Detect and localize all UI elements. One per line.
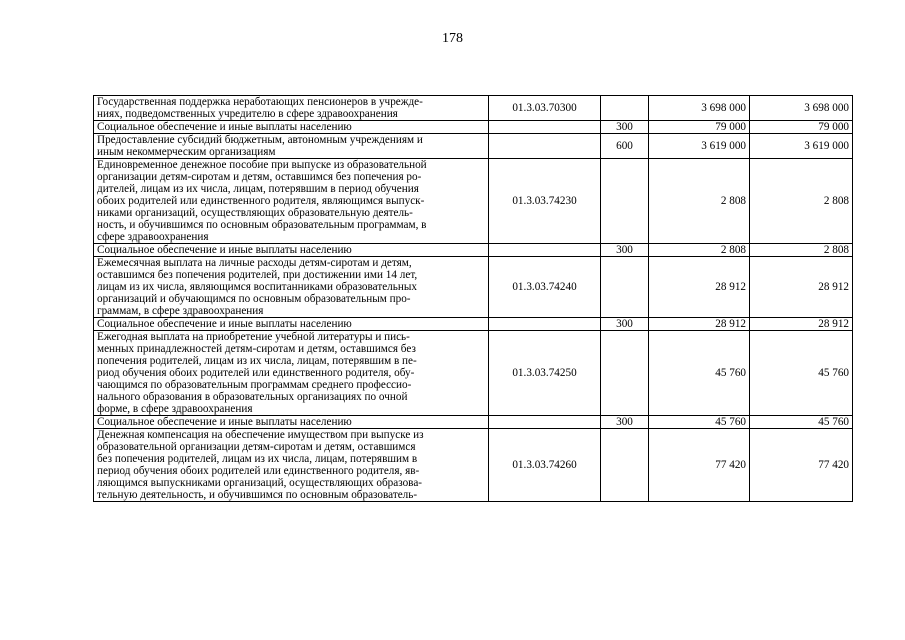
description-cell (94, 257, 489, 318)
description-cell (94, 121, 489, 134)
expense-type-cell: 300 (601, 318, 649, 331)
table-row-item (94, 159, 853, 244)
description-line: период обучения обоих родителей или единственного родителя, яв- (97, 465, 420, 477)
description-cell (94, 318, 489, 331)
description-line: никами организаций, осуществляющих образовательную деятель- (97, 207, 413, 219)
description-line: чающимся по образовательным программам среднего профессио- (97, 379, 412, 391)
description-cell (94, 429, 489, 502)
amount-cell-1: 3 698 000 (649, 96, 750, 121)
description-line: тельную деятельность, и обучившимся по основным образователь- (97, 489, 418, 501)
description-cell (94, 331, 489, 416)
code-cell (489, 244, 601, 257)
description-line: образовательной организации детям-сиротам и детям, оставшимся (97, 441, 416, 453)
description-line: риод обучения обоих родителей или единственного родителя, обу- (97, 367, 415, 379)
code-cell: 01.3.03.74250 (489, 331, 601, 416)
page-number: 178 (442, 31, 463, 46)
table-row-item (94, 429, 853, 502)
table-row-subitem (94, 416, 853, 429)
description-line: Социальное обеспечение и иные выплаты населению (97, 244, 352, 256)
description-cell (94, 134, 489, 159)
amount-cell-1: 28 912 (649, 257, 750, 318)
amount-cell-2: 3 698 000 (750, 96, 853, 121)
code-cell: 01.3.03.74230 (489, 159, 601, 244)
amount-cell-2: 28 912 (750, 257, 853, 318)
table-row-item (94, 257, 853, 318)
amount-cell-2: 45 760 (750, 416, 853, 429)
amount-cell-1: 45 760 (649, 331, 750, 416)
table-row-item (94, 331, 853, 416)
amount-cell-2: 3 619 000 (750, 134, 853, 159)
amount-cell-2: 2 808 (750, 159, 853, 244)
table-row-subitem (94, 134, 853, 159)
table-row-item (94, 96, 853, 121)
amount-cell-1: 77 420 (649, 429, 750, 502)
description-line: менных принадлежностей детям-сиротам и детям, оставшимся без (97, 343, 416, 355)
amount-cell-1: 2 808 (649, 159, 750, 244)
description-line: Предоставление субсидий бюджетным, автономным учреждениям и (97, 134, 423, 146)
budget-table (93, 95, 853, 502)
amount-cell-1: 79 000 (649, 121, 750, 134)
description-line: лицам из их числа, являющимся воспитанниками образовательных (97, 281, 417, 293)
description-cell (94, 244, 489, 257)
expense-type-cell: 300 (601, 121, 649, 134)
table-row-subitem (94, 121, 853, 134)
expense-type-cell (601, 429, 649, 502)
code-cell: 01.3.03.74240 (489, 257, 601, 318)
amount-cell-1: 2 808 (649, 244, 750, 257)
expense-type-cell: 300 (601, 416, 649, 429)
code-cell (489, 121, 601, 134)
amount-cell-2: 45 760 (750, 331, 853, 416)
table-row-subitem (94, 318, 853, 331)
expense-type-cell (601, 96, 649, 121)
amount-cell-2: 2 808 (750, 244, 853, 257)
description-line: оставшимся без попечения родителей, при достижении ими 14 лет, (97, 269, 418, 281)
amount-cell-2: 77 420 (750, 429, 853, 502)
table-row-subitem (94, 244, 853, 257)
description-line: иным некоммерческим организациям (97, 146, 276, 158)
description-line: сфере здравоохранения (97, 231, 209, 243)
description-line: Единовременное денежное пособие при выпуске из образовательной (97, 159, 427, 171)
amount-cell-1: 45 760 (649, 416, 750, 429)
description-line: организации детям-сиротам и детям, оставшимся без попечения ро- (97, 171, 422, 183)
description-cell (94, 159, 489, 244)
description-line: ниях, подведомственных учредителю в сфере здравоохранения (97, 108, 398, 120)
description-line: дителей, лицам из их числа, лицам, потерявшим в период обучения (97, 183, 419, 195)
code-cell: 01.3.03.70300 (489, 96, 601, 121)
amount-cell-2: 79 000 (750, 121, 853, 134)
description-cell (94, 416, 489, 429)
expense-type-cell: 600 (601, 134, 649, 159)
description-line: ляющимся выпускниками организаций, осуществляющих образова- (97, 477, 423, 489)
description-line: Социальное обеспечение и иные выплаты населению (97, 318, 352, 330)
description-line: попечения родителей, лицам из их числа, лицам, потерявшим в пе- (97, 355, 417, 367)
description-line: Социальное обеспечение и иные выплаты населению (97, 121, 352, 133)
description-line: обоих родителей или единственного родителя, являющимся выпуск- (97, 195, 425, 207)
description-line: форме, в сфере здравоохранения (97, 403, 253, 415)
amount-cell-1: 28 912 (649, 318, 750, 331)
description-line: Социальное обеспечение и иные выплаты населению (97, 416, 352, 428)
description-line: Государственная поддержка неработающих пенсионеров в учрежде- (97, 96, 423, 108)
description-line: Ежемесячная выплата на личные расходы детям-сиротам и детям, (97, 257, 412, 269)
description-line: Денежная компенсация на обеспечение имуществом при выпуске из (97, 429, 424, 441)
expense-type-cell (601, 159, 649, 244)
description-line: ность, и обучившимся по основным образовательным программам, в (97, 219, 427, 231)
code-cell (489, 416, 601, 429)
description-line: организаций и обучающимся по основным образовательным про- (97, 293, 411, 305)
description-line: граммам, в сфере здравоохранения (97, 305, 264, 317)
description-cell (94, 96, 489, 121)
code-cell (489, 134, 601, 159)
description-line: без попечения родителей, лицам из их числа, лицам, потерявшим в (97, 453, 418, 465)
amount-cell-1: 3 619 000 (649, 134, 750, 159)
description-line: нального образования в образовательных организациях по очной (97, 391, 408, 403)
expense-type-cell: 300 (601, 244, 649, 257)
expense-type-cell (601, 331, 649, 416)
expense-type-cell (601, 257, 649, 318)
code-cell (489, 318, 601, 331)
code-cell: 01.3.03.74260 (489, 429, 601, 502)
amount-cell-2: 28 912 (750, 318, 853, 331)
description-line: Ежегодная выплата на приобретение учебной литературы и пись- (97, 331, 410, 343)
